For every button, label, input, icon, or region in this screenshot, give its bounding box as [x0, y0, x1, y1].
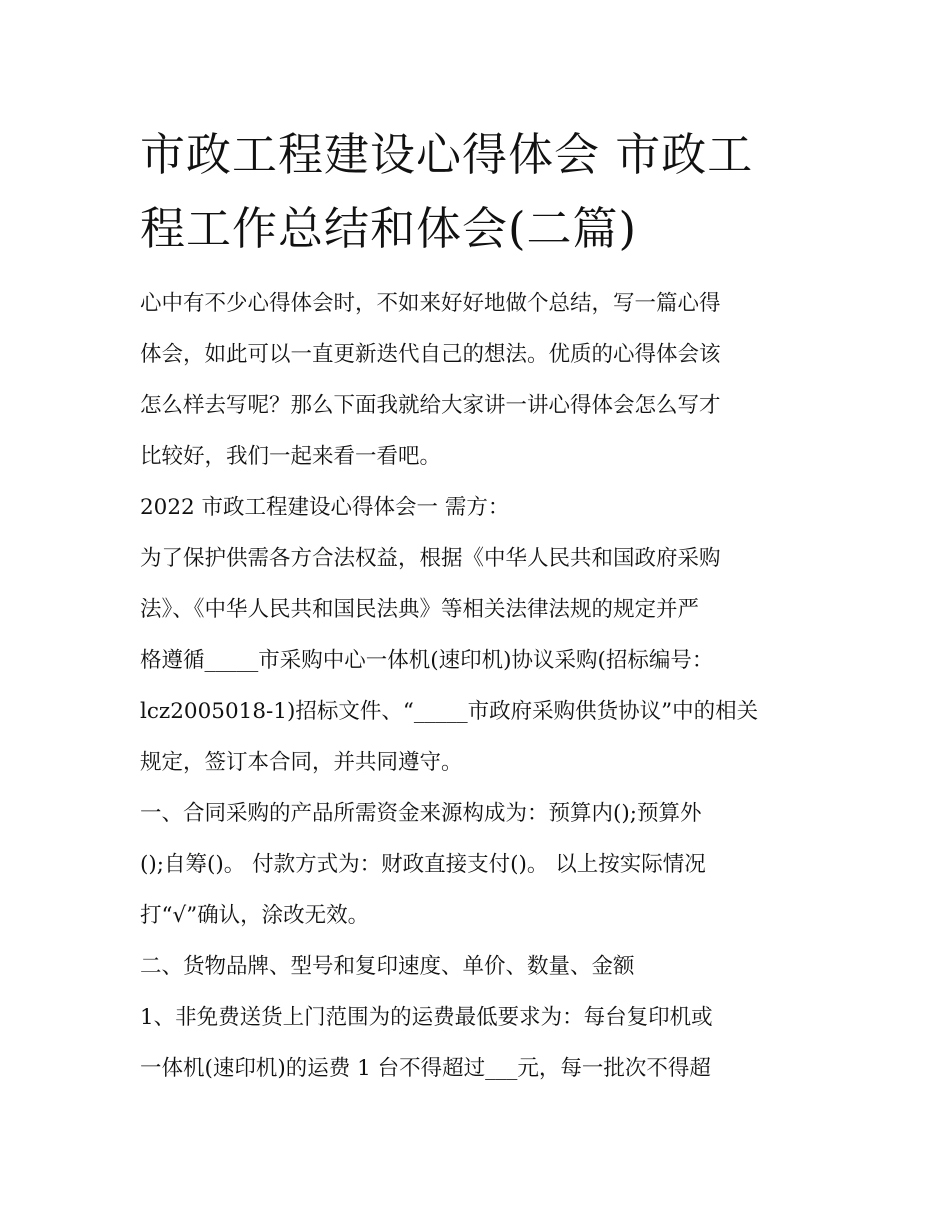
paragraph-line: 为了保护供需各方合法权益，根据《中华人民共和国政府采购 [140, 546, 721, 571]
document-body [140, 278, 820, 1094]
title-line: 市政工程建设心得体会 市政工 [140, 128, 754, 181]
paragraph-line: 法》、《中华人民共和国民法典》等相关法律法规的规定并严 [140, 597, 700, 622]
paragraph-line: 1、非免费送货上门范围为的运费最低要求为：每台复印机或 [140, 1005, 713, 1030]
paragraph-line: 格遵循_____市采购中心一体机(速印机)协议采购(招标编号： [140, 648, 714, 673]
paragraph-line: 心中有不少心得体会时，不如来好好地做个总结，写一篇心得 [140, 291, 721, 316]
paragraph-line: 一、合同采购的产品所需资金来源构成为：预算内();预算外 [140, 801, 702, 826]
paragraph-line: 怎么样去写呢？那么下面我就给大家讲一讲心得体会怎么写才 [140, 393, 721, 418]
paragraph-line: 规定，签订本合同，并共同遵守。 [140, 750, 463, 775]
paragraph-line: 体会，如此可以一直更新迭代自己的想法。优质的心得体会该 [140, 342, 721, 367]
paragraph-line: 二、货物品牌、型号和复印速度、单价、数量、金额 [140, 954, 635, 979]
document-title [140, 118, 820, 266]
paragraph-line: 打“√”确认，涂改无效。 [140, 903, 370, 928]
paragraph-line: 比较好，我们一起来看一看吧。 [140, 444, 442, 469]
section-heading-line: 2022 市政工程建设心得体会一 需方： [140, 495, 510, 520]
paragraph-line: ();自筹()。 付款方式为：财政直接支付()。 以上按实际情况 [140, 852, 706, 877]
paragraph-line: 一体机(速印机)的运费 1 台不得超过___元，每一批次不得超 [140, 1056, 711, 1081]
paragraph-line: lcz2005018-1)招标文件、“_____市政府采购供货协议”中的相关 [140, 699, 759, 724]
title-line: 程工作总结和体会(二篇) [140, 202, 638, 255]
